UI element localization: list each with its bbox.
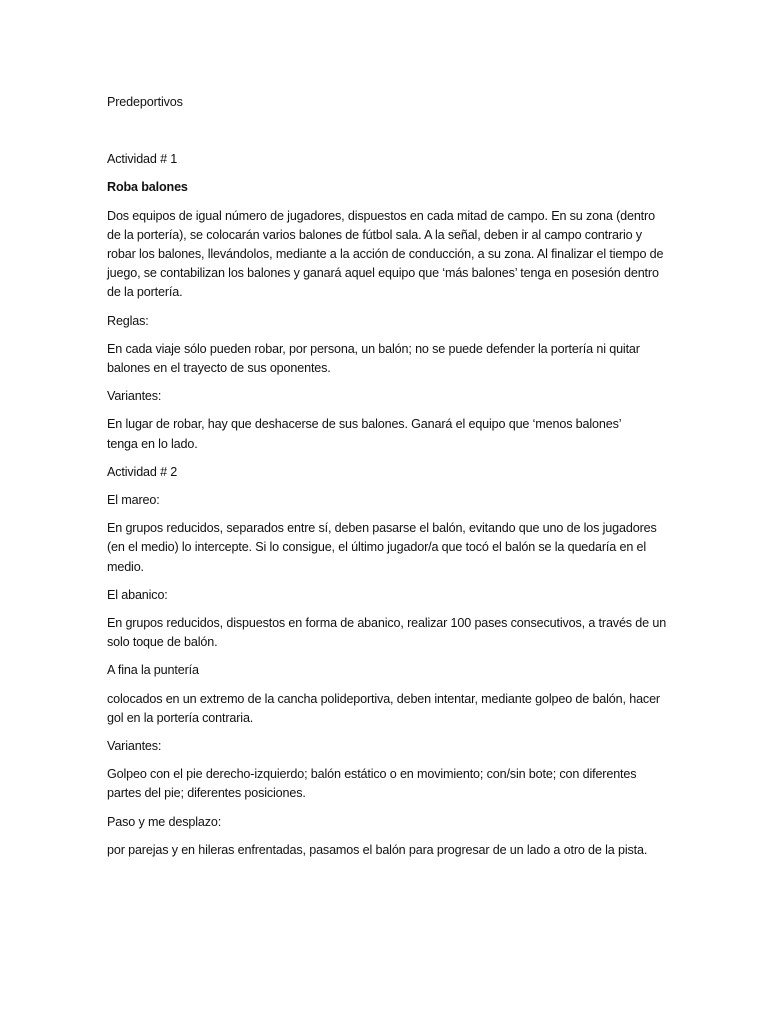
game-title: El abanico: xyxy=(107,587,168,602)
game-title: Paso y me desplazo: xyxy=(107,814,222,829)
paragraph: En grupos reducidos, separados entre sí, deben pasarse el balón, evitando que uno de los jugadores (en el medio) lo intercepte. Si lo consigue, el último jugador/a que tocó el balón se la quedaría en el medio. xyxy=(107,521,657,574)
paragraph: En lugar de robar, hay que deshacerse de sus balones. Ganará el equipo que ‘menos balones’ tenga en lo lado. xyxy=(107,417,621,451)
paragraph: En grupos reducidos, dispuestos en forma de abanico, realizar 100 pases consecutivos, a través de un solo toque de balón. xyxy=(107,616,667,650)
document-title: Predeportivos xyxy=(107,95,183,109)
activity-heading: Actividad # 2 xyxy=(107,464,178,479)
paragraph: En cada viaje sólo pueden robar, por persona, un balón; no se puede defender la portería ni quitar balones en el trayecto de sus oponentes. xyxy=(107,341,640,376)
document-body xyxy=(107,93,667,869)
paragraph: colocados en un extremo de la cancha polideportiva, deben intentar, mediante golpeo de balón, hacer gol en la portería contraria. xyxy=(107,691,660,725)
section-label: Variantes: xyxy=(107,739,162,754)
paragraph: Golpeo con el pie derecho-izquierdo; balón estático o en movimiento; con/sin bote; con diferentes partes del pie; diferentes posiciones. xyxy=(107,767,637,801)
section-label: Variantes: xyxy=(107,389,162,404)
game-title: Roba balones xyxy=(107,180,188,195)
activity-heading: Actividad # 1 xyxy=(107,152,178,167)
game-title: A fina la puntería xyxy=(107,663,199,678)
section-label: Reglas: xyxy=(107,313,149,328)
game-title: El mareo: xyxy=(107,493,160,508)
paragraph: Dos equipos de igual número de jugadores, dispuestos en cada mitad de campo. En su zona (dentro de la portería), se colocarán varios balones de fútbol sala. A la señal, deben ir al campo contrario y robar los balones, llevándolos, mediante a la acción de conducción, a su zona. Al finalizar el tiempo de juego, se contabilizan los balones y ganará aquel equipo que ‘más balones’ tenga en posesión dentro de la portería. xyxy=(107,208,664,300)
paragraph: por parejas y en hileras enfrentadas, pasamos el balón para progresar de un lado a otro de la pista. xyxy=(107,842,648,857)
